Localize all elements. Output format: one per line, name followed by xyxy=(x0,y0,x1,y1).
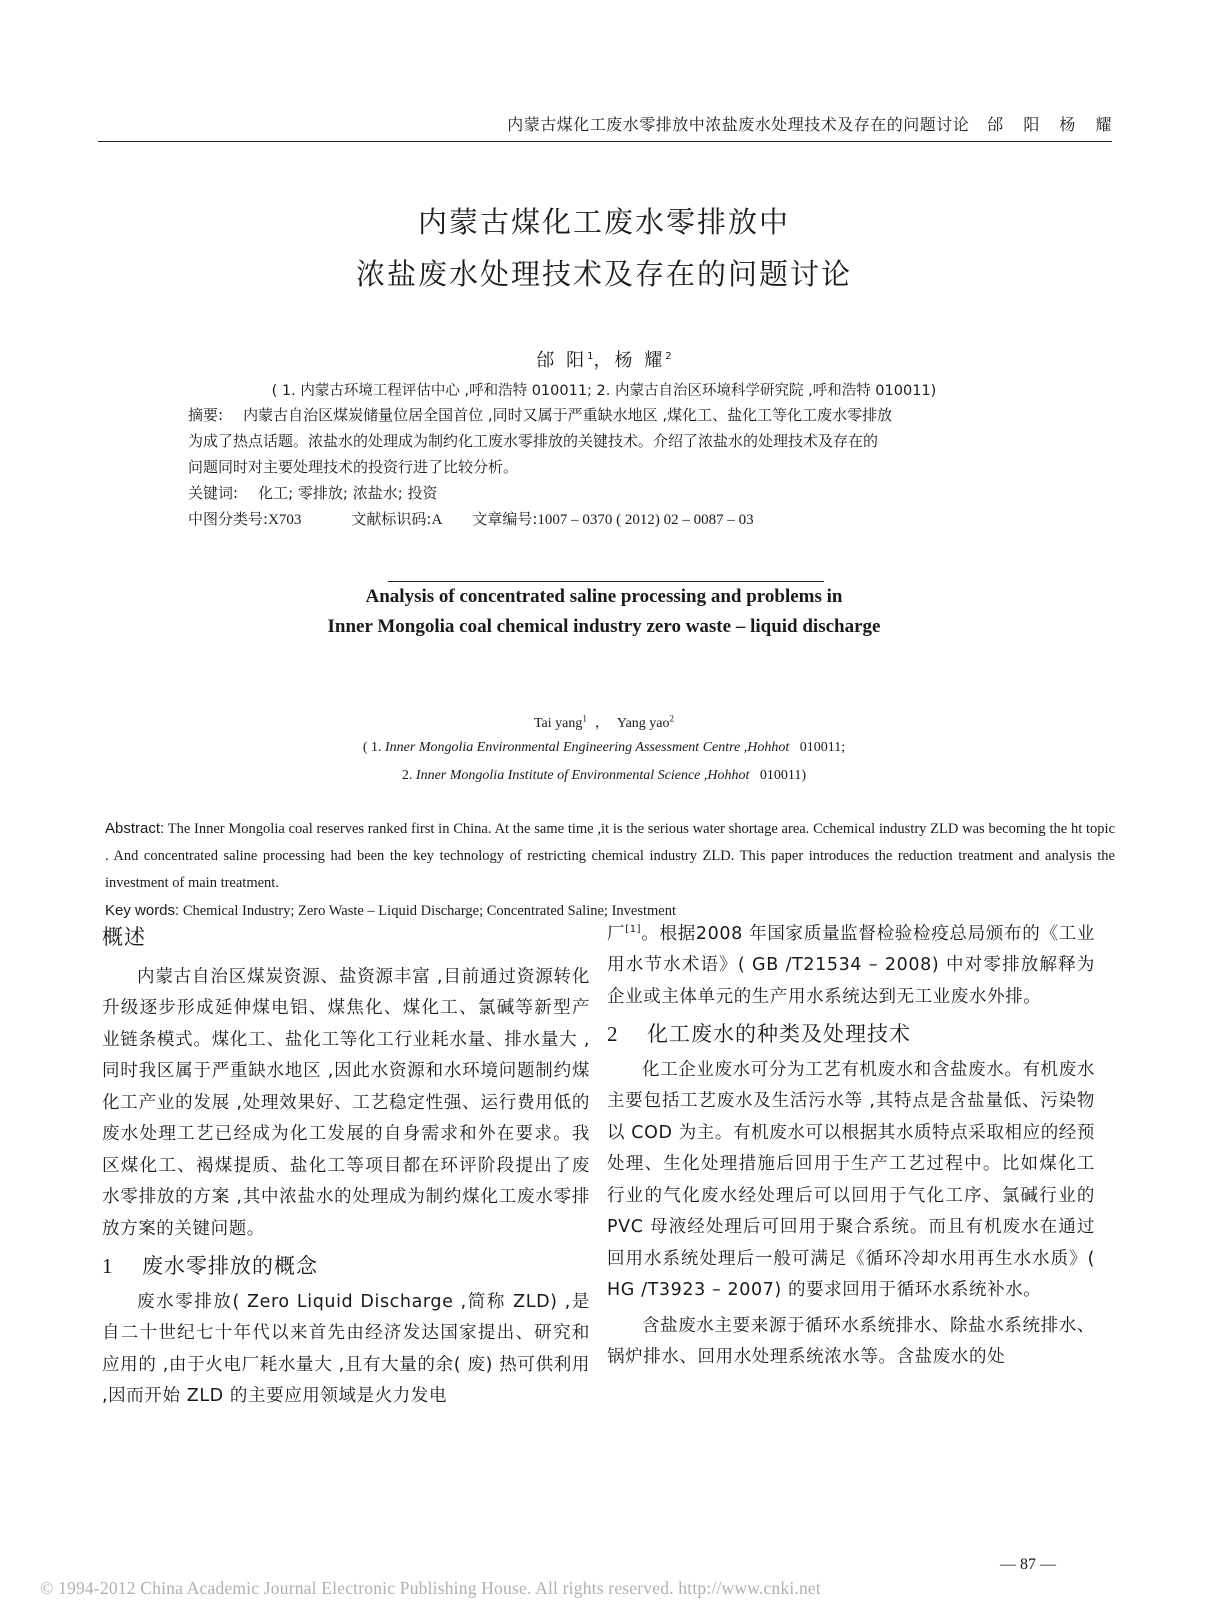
keywords-cn xyxy=(188,480,1038,506)
section-1-paragraph: 废水零排放( Zero Liquid Discharge ,简称 ZLD) ,是自二十世纪七十年代以来首先由经济发达国家提出、研究和应用的 ,由于火电厂耗水量大 ,且有大量的余( 废) 热可供利用 ,因而开始 ZLD 的主要应用领域是火力发电 xyxy=(102,1291,590,1406)
article-number: 1007 – 0370 ( 2012) 02 – 0087 – 03 xyxy=(537,512,754,528)
section-2-heading: 2 化工废水的种类及处理技术 xyxy=(607,1022,911,1047)
keywords-cn-value: 化工; 零排放; 浓盐水; 投资 xyxy=(258,484,438,502)
citation-ref: [1] xyxy=(625,924,642,935)
keywords-cn-label: 关键词: xyxy=(188,484,239,502)
title-en-line-2: Inner Mongolia coal chemical industry zero waste – liquid discharge xyxy=(327,616,881,637)
abstract-en xyxy=(105,815,1115,925)
author-2: 杨 耀 xyxy=(614,350,666,371)
section-2-paragraph-1: 化工企业废水可分为工艺有机废水和含盐废水。有机废水主要包括工艺废水及生活污水等 ,其特点是含盐量低、污染物以 COD 为主。有机废水可以根据其水质特点采取相应的经预处理、生化处理措施后回用于生产工艺过程中。比如煤化工行业的气化废水经处理后可以回用于气化工序、氯碱行业的 PVC 母液经处理后可回用于聚合系统。而且有机废水在通过回用水系统处理后一般可满足《循环冷却水用再生水水质》( HG /T3923 – 2007) 的要求回用于循环水系统补水。 xyxy=(607,1059,1095,1301)
right-column xyxy=(607,914,1095,1374)
affiliation-en-line-2: 2. Inner Mongolia Institute of Environmental Science ,Hohhot 010011) xyxy=(401,768,807,783)
abstract-en-text: The Inner Mongolia coal reserves ranked first in China. At the same time ,it is the serious water shortage area. Cchemical industry ZLD was becoming the ht topic . And concentrated saline processing had been the key technology of restricting chemical industry ZLD. This paper introduces the reduction treatment and analysis the investment of main treatment. xyxy=(105,821,1115,891)
title-line-1: 内蒙古煤化工废水零排放中 xyxy=(417,205,790,239)
authors-en: Tai yang$^1$ ， Yang yao$^2$ xyxy=(533,713,675,731)
keywords-en-text: Chemical Industry; Zero Waste – Liquid Discharge; Concentrated Saline; Investment xyxy=(182,903,677,919)
title-en-line-1: Analysis of concentrated saline processing and problems in xyxy=(365,586,843,607)
author-1: 邰 阳 xyxy=(536,350,588,371)
abstract-en-body xyxy=(105,815,1115,897)
author-sep: ， xyxy=(593,350,615,371)
classification-line: 中图分类号:X703 文献标识码:A 文章编号:1007 – 0370 ( 2012) 02 – 0087 – 03 xyxy=(188,510,754,528)
header-rule xyxy=(98,141,1112,142)
keywords-en-label: Key words: xyxy=(105,902,180,919)
overview-paragraph: 内蒙古自治区煤炭资源、盐资源丰富 ,目前通过资源转化升级逐步形成延伸煤电铝、煤焦化、煤化工、氯碱等新型产业链条模式。煤化工、盐化工等化工行业耗水量、排水量大 ,同时我区属于严重缺水地区 ,因此水资源和水环境问题制约煤化工产业的发展 ,处理效果好、工艺稳定性强、运行费用低的废水处理工艺已经成为化工发展的自身需求和外在要求。我区煤化工、褐煤提质、盐化工等项目都在环评阶段提出了废水零排放的方案 ,其中浓盐水的处理成为制约煤化工废水零排放方案的关键问题。 xyxy=(102,966,590,1239)
section-2-paragraph-2: 含盐废水主要来源于循环水系统排水、除盐水系统排水、锅炉排水、回用水处理系统浓水等。含盐废水的处 xyxy=(607,1315,1095,1368)
author-2-sup: 2 xyxy=(665,351,672,362)
clc-code: X703 xyxy=(268,512,302,528)
abstract-cn-line-2: 为成了热点话题。浓盐水的处理成为制约化工废水零排放的关键技术。介绍了浓盐水的处理技术及存在的 xyxy=(188,432,879,450)
running-header-title: 内蒙古煤化工废水零排放中浓盐废水处理技术及存在的问题讨论 xyxy=(507,115,970,134)
left-column xyxy=(102,922,590,1413)
abstract-en-label: Abstract: xyxy=(105,820,165,837)
page-number: — 87 — xyxy=(1000,1556,1056,1573)
author-1-sup: 1 xyxy=(587,351,594,362)
title-line-2: 浓盐废水处理技术及存在的问题讨论 xyxy=(355,257,852,291)
running-header xyxy=(507,112,1112,135)
affiliation-en-line-1: ( 1. Inner Mongolia Environmental Engineering Assessment Centre ,Hohhot 010011; xyxy=(362,740,846,755)
authors-cn xyxy=(0,346,1208,372)
copyright-footer: © 1994-2012 China Academic Journal Electronic Publishing House. All rights reserved. http://www.cnki.net xyxy=(40,1578,821,1598)
affiliation-cn: ( 1. 内蒙古环境工程评估中心 ,呼和浩特 010011; 2. 内蒙古自治区环境科学研究院 ,呼和浩特 010011) xyxy=(271,383,937,399)
continued-paragraph: 厂[1]。根据2008 年国家质量监督检验检疫总局颁布的《工业用水节水术语》( GB /T21534 – 2008) 中对零排放解释为企业或主体单元的生产用水系统达到无工业废水外排。 xyxy=(607,923,1095,1007)
section-1-heading: 1 废水零排放的概念 xyxy=(102,1254,318,1278)
abstract-cn xyxy=(188,402,1038,533)
section-rule xyxy=(388,581,824,582)
running-header-authors: 邰 阳 杨 耀 xyxy=(987,115,1112,134)
abstract-cn-label: 摘要: xyxy=(188,406,224,424)
overview-heading: 概述 xyxy=(102,925,146,949)
abstract-cn-line-3: 问题同时对主要处理技术的投资行进了比较分析。 xyxy=(188,458,519,476)
doc-code: A xyxy=(431,512,443,528)
abstract-cn-line-1: 摘要: 内蒙古自治区煤炭储量位居全国首位 ,同时又属于严重缺水地区 ,煤化工、盐化工等化工废水零排放 xyxy=(188,406,893,424)
